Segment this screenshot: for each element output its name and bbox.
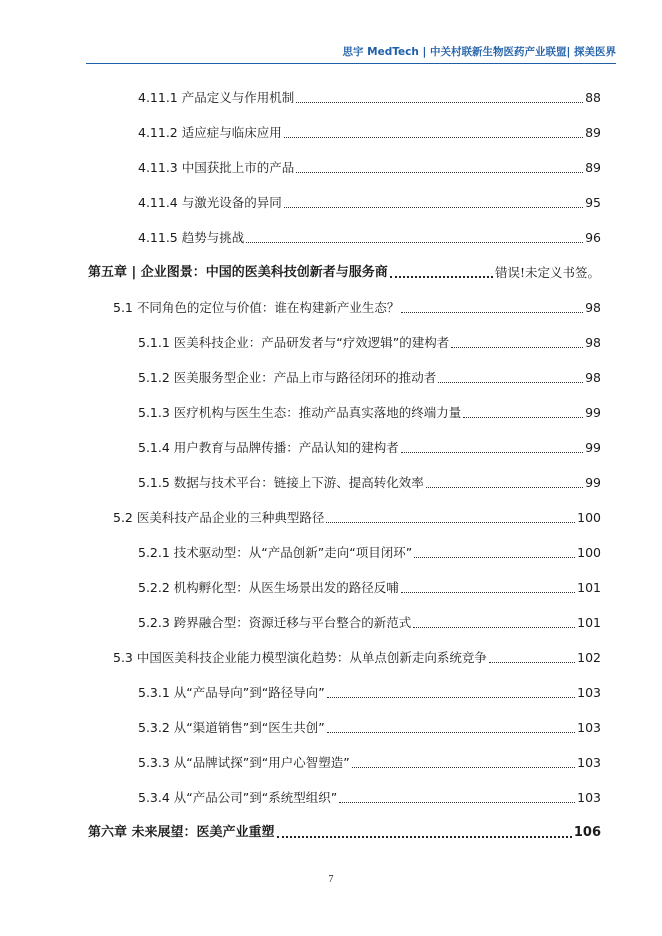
toc-entry-title: 5.2.2 机构孵化型：从医生场景出发的路径反哺 [138,580,399,595]
toc-entry-5-1-2[interactable] [138,366,601,386]
toc-leader-dots [284,207,583,208]
toc-entry-5-3-1[interactable] [138,681,601,701]
toc-leader-dots [246,242,583,243]
toc-entry-page: 98 [585,335,601,350]
toc-entry-title: 4.11.4 与激光设备的异同 [138,195,282,210]
toc-entry-title: 4.11.5 趋势与挑战 [138,230,245,245]
toc-entry-5-1-4[interactable] [138,436,601,456]
toc-leader-dots [401,452,583,453]
toc-entry-4-11-2[interactable] [138,121,601,141]
toc-leader-dots [296,172,583,173]
toc-leader-dots [352,767,575,768]
toc-entry-page: 89 [585,160,601,175]
toc-entry-5-3-4[interactable] [138,786,601,806]
toc-entry-5-2[interactable] [113,506,601,526]
toc-entry-page: 103 [577,685,601,700]
toc-entry-5-1-5[interactable] [138,471,601,491]
toc-entry-page: 100 [577,545,601,560]
toc-entry-title: 5.1.4 用户教育与品牌传播：产品认知的建构者 [138,440,399,455]
toc-leader-dots [438,382,583,383]
toc-leader-dots [296,102,583,103]
toc-leader-dots [284,137,583,138]
toc-entry-page: 99 [585,440,601,455]
toc-leader-dots [390,276,493,278]
toc-entry-title: 5.1 不同角色的定位与价值：谁在构建新产业生态？ [113,300,400,315]
page-header [0,0,662,72]
toc-entry-page: 103 [577,755,601,770]
toc-entry-title: 5.3 中国医美科技企业能力模型演化趋势：从单点创新走向系统竞争 [113,650,487,665]
toc-leader-dots [413,627,575,628]
toc-entry-page: 103 [577,720,601,735]
toc-entry-title: 5.1.3 医疗机构与医生生态：推动产品真实落地的终端力量 [138,405,462,420]
toc-leader-dots [414,557,575,558]
toc-entry-page: 102 [577,650,601,665]
toc-chapter-5[interactable] [88,261,600,281]
toc-entry-5-1-3[interactable] [138,401,601,421]
toc-entry-page: 96 [585,230,601,245]
toc-leader-dots [463,417,583,418]
toc-entry-5-1[interactable] [113,296,601,316]
toc-leader-dots [326,522,575,523]
toc-entry-page: 106 [573,825,601,840]
toc-entry-5-2-3[interactable] [138,611,601,631]
toc-leader-dots [327,732,575,733]
toc-entry-page: 89 [585,125,601,140]
toc-entry-page: 98 [585,300,601,315]
toc-entry-title: 4.11.3 中国获批上市的产品 [138,160,295,175]
toc-entry-5-2-1[interactable] [138,541,601,561]
toc-entry-5-3-2[interactable] [138,716,601,736]
toc-entry-page: 101 [577,615,601,630]
toc-entry-title: 5.2 医美科技产品企业的三种典型路径 [113,510,325,525]
toc-leader-dots [451,347,583,348]
toc-entry-title: 5.1.2 医美服务型企业：产品上市与路径闭环的推动者 [138,370,437,385]
toc-entry-5-3[interactable] [113,646,601,666]
toc-entry-page: 88 [585,90,601,105]
toc-entry-page: 99 [585,475,601,490]
toc-entry-title: 5.2.1 技术驱动型：从“产品创新”走向“项目闭环” [138,545,413,560]
toc-entry-page: 101 [577,580,601,595]
toc-entry-page: 95 [585,195,601,210]
toc-entry-page: 错误!未定义书签。 [494,265,600,280]
toc-entry-page: 98 [585,370,601,385]
toc-entry-5-1-1[interactable] [138,331,601,351]
page-number: 7 [328,874,334,885]
toc-entry-title: 第五章 | 企业图景：中国的医美科技创新者与服务商 [88,265,388,280]
toc-leader-dots [489,662,575,663]
toc-leader-dots [401,592,575,593]
toc-entry-page: 99 [585,405,601,420]
toc-entry-5-2-2[interactable] [138,576,601,596]
toc-leader-dots [401,312,583,313]
toc-entry-title: 5.1.5 数据与技术平台：链接上下游、提高转化效率 [138,475,424,490]
toc-entry-title: 4.11.1 产品定义与作用机制 [138,90,295,105]
header-text: 思宇 MedTech | 中关村联新生物医药产业联盟| 探美医界 [342,46,616,58]
toc-entry-4-11-5[interactable] [138,226,601,246]
toc-entry-5-3-3[interactable] [138,751,601,771]
toc-entry-4-11-1[interactable] [138,86,601,106]
toc-entry-page: 103 [577,790,601,805]
toc-leader-dots [339,802,575,803]
toc-entry-title: 5.2.3 跨界融合型：资源迁移与平台整合的新范式 [138,615,412,630]
toc-entry-4-11-4[interactable] [138,191,601,211]
toc-entry-title: 第六章 未来展望：医美产业重塑 [88,825,275,840]
toc-entry-title: 5.3.3 从“品牌试探”到“用户心智塑造” [138,755,350,770]
toc-entry-title: 5.3.1 从“产品导向”到“路径导向” [138,685,325,700]
toc-leader-dots [426,487,583,488]
toc-chapter-6[interactable] [88,821,601,841]
toc-leader-dots [327,697,575,698]
toc-entry-title: 4.11.2 适应症与临床应用 [138,125,282,140]
toc-leader-dots [277,836,572,838]
toc-entry-title: 5.3.4 从“产品公司”到“系统型组织” [138,790,338,805]
toc-entry-title: 5.3.2 从“渠道销售”到“医生共创” [138,720,325,735]
toc-entry-4-11-3[interactable] [138,156,601,176]
toc-entry-title: 5.1.1 医美科技企业：产品研发者与“疗效逻辑”的建构者 [138,335,450,350]
header-rule [86,63,616,64]
toc-entry-page: 100 [577,510,601,525]
